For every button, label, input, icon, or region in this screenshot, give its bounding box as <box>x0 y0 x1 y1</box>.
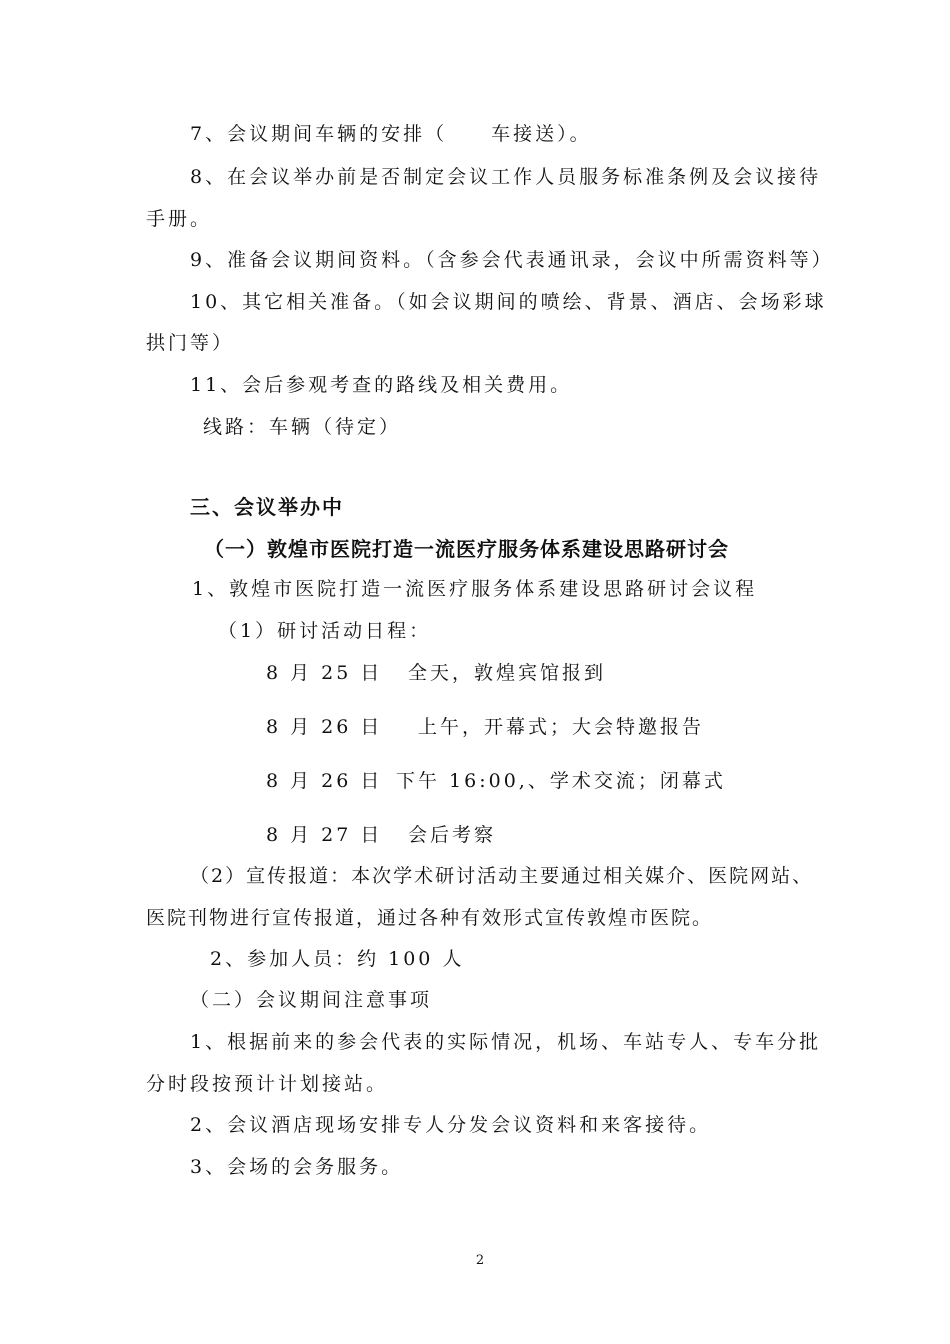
publicity-line1: （2）宣传报道：本次学术研讨活动主要通过相关媒介、医院网站、 <box>190 865 814 887</box>
schedule-label: （1）研讨活动日程： <box>218 620 432 642</box>
schedule-date: 8 月 26 日 <box>266 716 383 738</box>
item-11: 11、会后参观考查的路线及相关费用。 <box>190 374 573 396</box>
agenda-item-1: 1、敦煌市医院打造一流医疗服务体系建设思路研讨会议程 <box>192 578 758 600</box>
route-line: 线路：车辆（待定） <box>203 416 402 438</box>
participants-item: 2、参加人员：约 100 人 <box>210 948 465 970</box>
subsection-2-heading: （二）会议期间注意事项 <box>190 989 433 1011</box>
note-2: 2、会议酒店现场安排专人分发会议资料和来客接待。 <box>190 1114 712 1136</box>
item-8-line2: 手册。 <box>146 208 213 230</box>
note-1-line1: 1、根据前来的参会代表的实际情况，机场、车站专人、专车分批 <box>190 1031 822 1053</box>
publicity-line2: 医院刊物进行宣传报道，通过各种有效形式宣传敦煌市医院。 <box>146 907 714 929</box>
note-1-line2: 分时段按预计计划接站。 <box>146 1073 389 1095</box>
schedule-desc: 上午，开幕式；大会特邀报告 <box>418 716 705 738</box>
section-3-heading: 三、会议举办中 <box>190 495 344 519</box>
item-9: 9、准备会议期间资料。（含参会代表通讯录，会议中所需资料等） <box>190 249 834 271</box>
item-10-line1: 10、其它相关准备。（如会议期间的喷绘、背景、酒店、会场彩球 <box>190 291 827 313</box>
schedule-date: 8 月 25 日 <box>266 662 383 684</box>
note-3: 3、会场的会务服务。 <box>190 1156 404 1178</box>
item-8-line1: 8、在会议举办前是否制定会议工作人员服务标准条例及会议接待 <box>190 166 822 188</box>
schedule-desc: 下午 16:00,、学术交流；闭幕式 <box>396 770 726 792</box>
item-7: 7、会议期间车辆的安排（ 车接送）。 <box>190 123 592 145</box>
subsection-1-heading: （一）敦煌市医院打造一流医疗服务体系建设思路研讨会 <box>204 537 729 561</box>
schedule-date: 8 月 26 日 <box>266 770 383 792</box>
schedule-desc: 会后考察 <box>408 824 497 846</box>
page-number: 2 <box>475 1253 485 1268</box>
item-10-line2: 拱门等） <box>146 332 235 354</box>
schedule-desc: 全天，敦煌宾馆报到 <box>408 662 607 684</box>
schedule-date: 8 月 27 日 <box>266 824 383 846</box>
